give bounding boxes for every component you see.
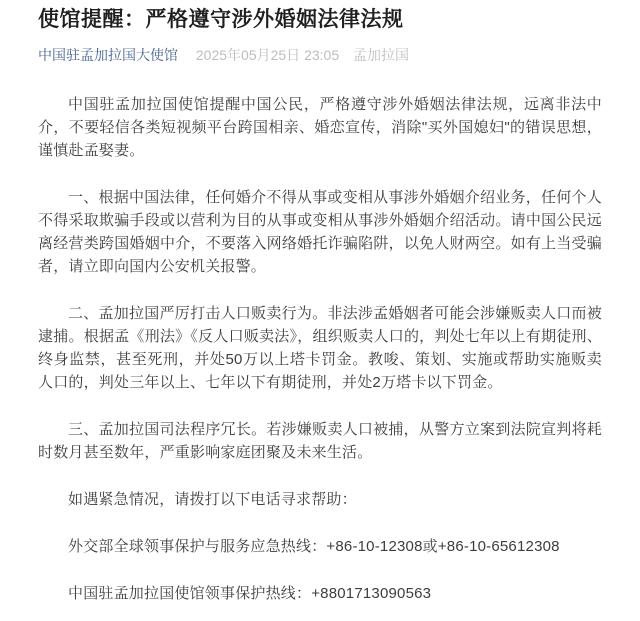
article-paragraph: 二、孟加拉国严厉打击人口贩卖行为。非法涉孟婚姻者可能会涉嫌贩卖人口而被逮捕。根据孟《刑法》《反人口贩卖法》，组织贩卖人口的，判处七年以上有期徒刑、终身监禁，甚至死刑，并处50万以上塔卡罚金。教唆、策划、实施或帮助实施贩卖人口的，判处三年以上、七年以下有期徒刑，并处2万塔卡以下罚金。 [38, 305, 602, 391]
byline [38, 46, 602, 65]
publish-location: 孟加拉国 [353, 47, 409, 63]
article-paragraph: 一、根据中国法律，任何婚介不得从事或变相从事涉外婚姻介绍业务，任何个人不得采取欺骗手段或以营利为目的从事或变相从事涉外婚姻介绍活动。请中国公民远离经营类跨国婚姻中介，不要落入网络婚托诈骗陷阱，以免人财两空。如有上当受骗者，请立即向国内公安机关报警。 [38, 189, 602, 275]
article-paragraph: 中国驻孟加拉国使馆领事保护热线：+8801713090563 [68, 585, 432, 602]
article-paragraph: 如遇紧急情况，请拨打以下电话寻求帮助： [68, 491, 357, 508]
publish-datetime: 2025年05月25日 23:05 [195, 47, 340, 63]
article-paragraph: 中国驻孟加拉国使馆提醒中国公民，严格遵守涉外婚姻法律法规，远离非法中介，不要轻信各类短视频平台跨国相亲、婚恋宣传，消除"买外国媳妇"的错误思想，谨慎赴孟娶妻。 [38, 96, 602, 159]
article-paragraph: 三、孟加拉国司法程序冗长。若涉嫌贩卖人口被捕，从警方立案到法院宣判将耗时数月甚至数年，严重影响家庭团聚及未来生活。 [38, 421, 602, 461]
article-paragraph: 外交部全球领事保护与服务应急热线：+86-10-12308或+86-10-65612308 [68, 538, 560, 555]
article-title: 使馆提醒：严格遵守涉外婚姻法律法规 [38, 8, 404, 31]
article-source-link[interactable]: 中国驻孟加拉国大使馆 [38, 47, 178, 63]
article-body [38, 93, 602, 605]
